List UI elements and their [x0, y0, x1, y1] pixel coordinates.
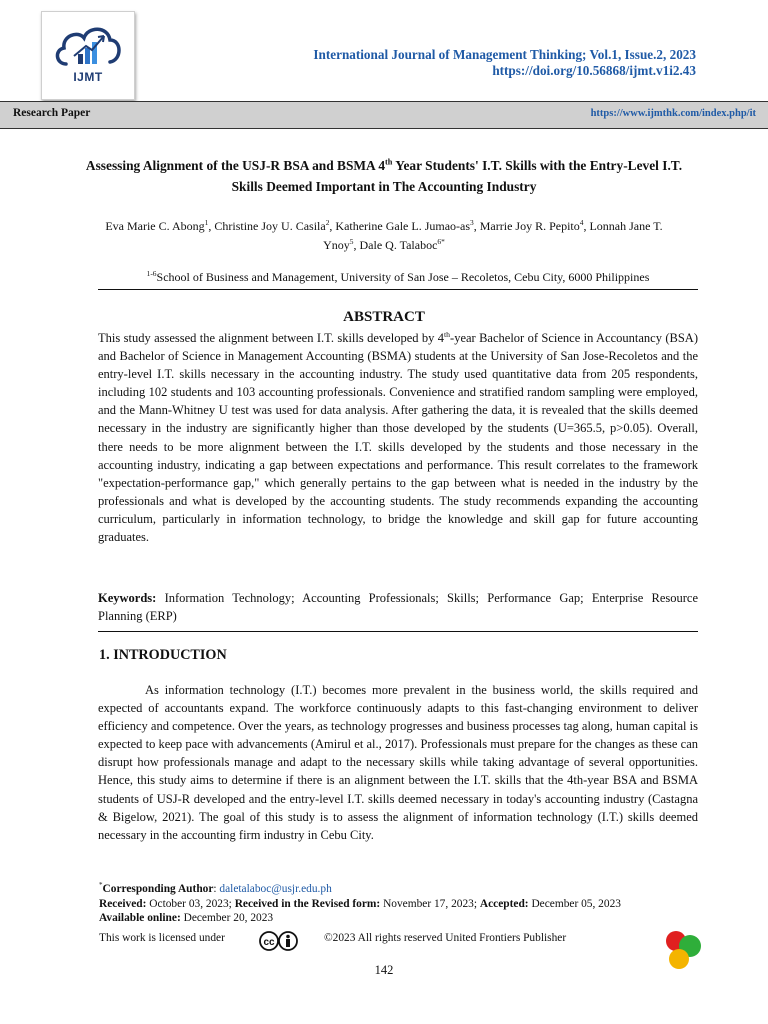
author-separator: ,: [473, 219, 480, 233]
journal-url-link[interactable]: https://www.ijmthk.com/index.php/it: [590, 108, 756, 119]
author: [360, 238, 445, 252]
affiliation-text: School of Business and Management, University of San Jose – Recoletos, Cebu City, 6000 Philippines: [156, 270, 650, 284]
online-label: Available online:: [99, 912, 181, 924]
author: [105, 219, 214, 233]
license-text: This work is licensed under: [99, 932, 225, 944]
affiliation: [98, 268, 698, 290]
author: [214, 219, 335, 233]
logo-text: IJMT: [73, 70, 103, 84]
online-line: [99, 911, 739, 926]
accepted-label: Accepted:: [479, 897, 529, 910]
author-affiliation-mark: 3: [470, 218, 474, 227]
paper-title: [70, 155, 698, 197]
license-row: [99, 929, 699, 953]
copyright-text: ©2023 All rights reserved United Frontiers Publisher: [324, 932, 567, 944]
dates-line: [99, 897, 739, 912]
svg-text:cc: cc: [263, 937, 275, 948]
author: [480, 219, 590, 233]
author: [335, 219, 479, 233]
revised-label: Received in the Revised form:: [234, 897, 381, 910]
header-bar: [0, 101, 768, 129]
colon-separator: :: [213, 883, 220, 895]
author-separator: ,: [208, 219, 215, 233]
author-list: [90, 217, 678, 255]
abstract-body: [98, 329, 698, 546]
online-date: December 20, 2023: [180, 912, 274, 924]
author-name: Marrie Joy R. Pepito: [479, 219, 580, 233]
author-affiliation-mark: 4: [579, 218, 584, 227]
accepted-date: December 05, 2023: [528, 897, 621, 910]
abstract-text-rest: -year Bachelor of Science in Accountancy (BSA) and Bachelor of Science in Management Accounting (BSMA) students at the University of San Jose-Recoletos and the entry-level I.T. skills necessary in the accounting industry. The study used quantitative data from 205 respondents, including 102 students and 103 accounting professionals. Convenience and stratified random sampling were employed, and the Mann-Whitney U test was used for data analysis. After gathering the data, it is revealed that the skills deemed necessary in the industry are significantly higher than those developed by the students (U=365.5, p>0.05). Overall, there needs to be more alignment between the I.T. skills developed by the students and those necessary in the accounting industry, indicating a gap between expectations and performance. This result correlates to the framework "expectation-performance gap," which generally pertains to the gap between what is needed in the industry by the professionals and what is developed by the accounting students. The study recommends expanding the accounting curriculum, particularly in information technology, to bridge the knowledge and skill gap for future accounting graduates.: [98, 331, 698, 545]
cloud-chart-icon: [52, 20, 124, 70]
author-affiliation-mark: 1: [204, 218, 209, 227]
title-superscript: th: [385, 157, 393, 167]
revised-date: November 17, 2023;: [380, 897, 480, 910]
journal-header: [313, 47, 696, 79]
keywords-label: Keywords:: [98, 591, 157, 605]
keywords: [98, 589, 698, 632]
author-separator: ,: [353, 238, 360, 252]
corresponding-email-link[interactable]: daletalaboc@usjr.edu.ph: [219, 883, 332, 895]
cc-license-icon[interactable]: [259, 930, 299, 952]
corresponding-mark: *: [99, 881, 103, 890]
journal-logo: [41, 11, 135, 100]
received-date: October 03, 2023;: [146, 897, 235, 910]
corresponding-author: [99, 882, 739, 897]
author-separator: ,: [583, 219, 590, 233]
affiliation-mark: 1-6: [146, 269, 157, 278]
author-name: Dale Q. Talaboc: [359, 238, 438, 252]
abstract-heading: ABSTRACT: [343, 309, 425, 325]
title-part-2: Year Students' I.T. Skills with the Entry-Level I.T. Skills Deemed Important in The Accounting Industry: [231, 158, 683, 194]
page-number: 142: [374, 963, 394, 977]
article-type: Research Paper: [13, 107, 91, 119]
doi-link[interactable]: https://doi.org/10.56868/ijmt.v1i2.43: [492, 63, 696, 78]
journal-citation: International Journal of Management Thinking; Vol.1, Issue.2, 2023: [313, 47, 696, 62]
author-name: Christine Joy U. Casila: [214, 219, 326, 233]
footnotes: [99, 882, 739, 926]
author-affiliation-mark: 5: [349, 237, 354, 246]
abstract-superscript: th: [444, 329, 451, 339]
author-affiliation-mark: 6*: [437, 237, 445, 246]
received-label: Received:: [99, 897, 147, 910]
author-name: Lonnah Jane T. Ynoy: [323, 219, 663, 252]
author-name: Eva Marie C. Abong: [105, 219, 205, 233]
title-part-1: Assessing Alignment of the USJ-R BSA and BSMA 4: [85, 158, 386, 173]
author-name: Katherine Gale L. Jumao-as: [335, 219, 471, 233]
author-separator: ,: [329, 219, 336, 233]
section-heading-introduction: 1. INTRODUCTION: [99, 647, 227, 663]
keywords-text: Information Technology; Accounting Professionals; Skills; Performance Gap; Enterprise Resource Planning (ERP): [98, 591, 698, 624]
introduction-paragraph: As information technology (I.T.) becomes more prevalent in the business world, the skills required and expected of accountants expand. The workforce continuously adapts to this fast-changing environment to deliver efficiency and competence. Over the years, as technology progresses and business processes tag along, human capital is expected to keep pace with advancements (Amirul et al., 2017). Professionals must prepare for the changes as these can disrupt how professionals manage and adapt to the necessary skills while taking advantage of several opportunities. Hence, this study aims to determine if there is an alignment between the I.T. skills that the 4th-year BSA and BSMA students of USJ-R developed and the entry-level I.T. skills deemed necessary in today's accounting industry (Castagna & Bigelow, 2021). The goal of this study is to assess the alignment of information technology (I.T.) skills deemed necessary in the accounting firm industry in Cebu City.: [98, 683, 698, 842]
abstract-text-start: This study assessed the alignment between I.T. skills developed by 4: [98, 331, 444, 345]
author-affiliation-mark: 2: [325, 218, 330, 227]
corresponding-label: Corresponding Author: [102, 883, 214, 895]
